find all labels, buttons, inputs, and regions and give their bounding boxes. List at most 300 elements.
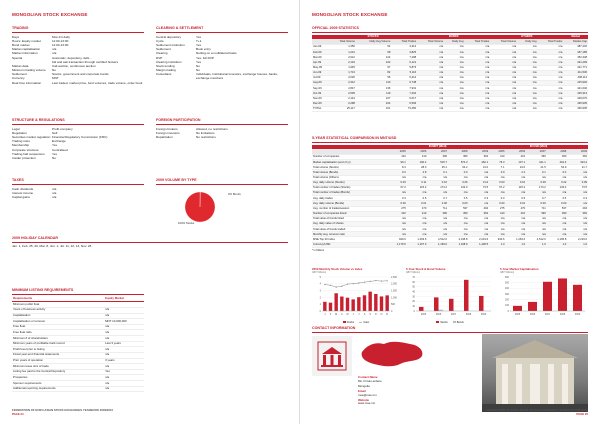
bar bbox=[380, 297, 383, 312]
listing-value: n/a bbox=[104, 352, 144, 358]
monthly-cell: 2,134 bbox=[329, 60, 356, 65]
monthly-cell: 6,212 bbox=[391, 75, 417, 80]
y2-tick-label: 0 bbox=[391, 310, 393, 314]
listing-title: MINIMUM LISTING REQUIREMENTS bbox=[12, 288, 144, 295]
listing-value: n/a bbox=[104, 330, 144, 336]
comparison-cell: 491.3 bbox=[547, 160, 568, 165]
listing-requirement: Sponsor requirements bbox=[12, 381, 104, 387]
monthly-cell: 6,017 bbox=[391, 96, 417, 101]
contact-name-label: Contact Name bbox=[358, 375, 378, 379]
bar bbox=[385, 296, 388, 312]
clearing-section bbox=[156, 26, 288, 81]
contact-details bbox=[358, 376, 468, 407]
group-market: Market bbox=[563, 35, 588, 40]
comparison-cell: n/a bbox=[469, 201, 490, 206]
clearing-key: Cycle bbox=[156, 38, 164, 43]
x-tick-label: M bbox=[346, 313, 349, 317]
comparison-cell: 0.3 bbox=[567, 196, 588, 201]
monthly-cell: 6,593 bbox=[391, 101, 417, 106]
monthly-cell: n/a bbox=[517, 70, 537, 75]
monthly-cell: n/a bbox=[490, 86, 517, 91]
listing-value: n/a bbox=[104, 336, 144, 342]
bar bbox=[449, 299, 454, 311]
monthly-cell: 408,114 bbox=[563, 75, 588, 80]
regulation-value: Self bbox=[52, 130, 58, 135]
monthly-cell: n/a bbox=[538, 81, 564, 86]
monthly-cell: n/a bbox=[538, 86, 564, 91]
listing-requirement: Additional reporting requirements bbox=[12, 386, 104, 392]
comparison-subheader: 2007 bbox=[427, 149, 448, 154]
y-tick-label: 10 bbox=[412, 305, 415, 309]
comparison-cell: 275 bbox=[386, 206, 407, 211]
monthly-cell: n/a bbox=[444, 75, 464, 80]
monthly-cell: n/a bbox=[490, 50, 517, 55]
monthly-cell: n/a bbox=[517, 91, 537, 96]
listing-requirement: Fiscal year-end financial statements bbox=[12, 352, 104, 358]
comparison-cell: 132.0 bbox=[547, 185, 568, 190]
comparison-cell: n/a bbox=[427, 222, 448, 227]
regulation-key: Trading rules bbox=[12, 139, 30, 144]
index-point bbox=[375, 281, 376, 282]
monthly-cell: 429,070 bbox=[563, 96, 588, 101]
contact-web-link[interactable]: www.mse.mn bbox=[358, 401, 376, 406]
foreign-key: Foreign investors bbox=[156, 130, 180, 135]
comparison-cell: n/a bbox=[386, 216, 407, 221]
pie-label: 100% Stocks bbox=[178, 220, 195, 225]
comparison-cell: 174.2 bbox=[427, 185, 448, 190]
listing-value: n/a bbox=[104, 347, 144, 353]
monthly-cell: n/a bbox=[538, 70, 564, 75]
trading-section bbox=[12, 26, 144, 85]
monthly-cell: n/a bbox=[538, 96, 564, 101]
comparison-cell: n/a bbox=[407, 222, 428, 227]
comparison-cell: n/a bbox=[489, 216, 505, 221]
comparison-cell: 0.11 bbox=[407, 180, 428, 185]
group-bonds: BONDS bbox=[417, 35, 490, 40]
monthly-section bbox=[312, 26, 588, 112]
monthly-cell: n/a bbox=[464, 101, 490, 106]
bar bbox=[439, 310, 444, 311]
comparison-cell: 515.7 bbox=[427, 160, 448, 165]
bar bbox=[363, 296, 366, 312]
foreign-key: Repatriation bbox=[156, 135, 173, 140]
chart1-legend-b: Index bbox=[363, 320, 370, 324]
comparison-cell: 2.8 bbox=[407, 170, 428, 175]
monthly-cell: n/a bbox=[417, 91, 444, 96]
monthly-cell: n/a bbox=[517, 65, 537, 70]
comparison-cell: 0.00 bbox=[427, 201, 448, 206]
trading-value: MNT bbox=[52, 76, 59, 81]
comparison-subheader: 2009 bbox=[469, 149, 490, 154]
clearing-key: Stock lending bbox=[156, 63, 175, 68]
y-tick-label: 0 bbox=[319, 310, 321, 314]
regulation-value: Financial Regulatory Commission (FRC) bbox=[52, 135, 108, 140]
monthly-subheader: Daily Avg bbox=[517, 39, 537, 44]
bar bbox=[464, 280, 469, 311]
trading-row bbox=[12, 81, 144, 85]
comparison-cell: 0.12 bbox=[469, 180, 490, 185]
comparison-cell: n/a bbox=[448, 232, 469, 237]
listing-requirement: Free float ratio bbox=[12, 330, 104, 336]
comparison-cell: 470 bbox=[506, 206, 527, 211]
comparison-subheader: 2006 bbox=[407, 149, 428, 154]
comparison-cell: n/a bbox=[407, 232, 428, 237]
listing-value: n/a bbox=[104, 324, 144, 330]
trading-key: Real time information bbox=[12, 80, 42, 85]
group-stocks: STOCKS bbox=[329, 35, 417, 40]
comparison-cell: 0.09 bbox=[567, 180, 588, 185]
comparison-cell: 410 bbox=[407, 211, 428, 216]
comparison-cell: 390 bbox=[547, 211, 568, 216]
comparison-cell: 362 bbox=[469, 154, 490, 159]
monthly-cell: 421,640 bbox=[563, 86, 588, 91]
comparison-cell: n/a bbox=[506, 232, 527, 237]
monthly-cell: n/a bbox=[444, 81, 464, 86]
monthly-cell: n/a bbox=[517, 81, 537, 86]
monthly-cell: n/a bbox=[444, 44, 464, 49]
monthly-cell: n/a bbox=[490, 60, 517, 65]
chart-5yr-mcap bbox=[500, 268, 588, 320]
x-tick-label: 2005 bbox=[514, 313, 521, 317]
index-point bbox=[387, 281, 388, 282]
comparison-cell: n/a bbox=[386, 222, 407, 227]
monthly-title: OFFICIAL 2009 STATISTICS bbox=[312, 26, 588, 33]
regulation-value: Yes bbox=[52, 151, 58, 156]
monthly-cell: n/a bbox=[490, 44, 517, 49]
bar bbox=[334, 294, 337, 312]
comparison-cell: 390 bbox=[526, 154, 547, 159]
trading-key: Special bbox=[12, 55, 23, 60]
comparison-cell: n/a bbox=[469, 232, 490, 237]
monthly-cell: 425,313 bbox=[563, 91, 588, 96]
comparison-cell: 2,195.8 bbox=[547, 237, 568, 242]
contact-web-label: Website bbox=[358, 397, 370, 402]
monthly-cell: n/a bbox=[490, 65, 517, 70]
contact-org: Mongolia bbox=[358, 383, 370, 388]
comparison-cell: 0.10 bbox=[506, 180, 527, 185]
comparison-cell: 132.0 bbox=[448, 185, 469, 190]
index-point bbox=[347, 284, 348, 285]
comparison-cell: n/a bbox=[489, 232, 505, 237]
comparison-cell: 294 bbox=[469, 206, 490, 211]
index-point bbox=[324, 284, 325, 285]
monthly-row-label: TOTAL bbox=[312, 106, 329, 111]
comparison-cell: 0.5 bbox=[506, 196, 527, 201]
foreign-title: FOREIGN PARTICIPATION bbox=[156, 118, 288, 125]
x-tick-label: F bbox=[329, 313, 332, 317]
trading-value: Automatic, depository, debt... bbox=[52, 55, 92, 60]
x-tick-label: M bbox=[335, 313, 338, 317]
pie-slice bbox=[185, 192, 215, 222]
chart1-legend-a: Stocks bbox=[343, 321, 355, 324]
regulation-section bbox=[12, 118, 144, 160]
comparison-cell: 0.3 bbox=[489, 196, 505, 201]
trading-key: Settlement bbox=[12, 72, 27, 77]
bar bbox=[368, 292, 371, 311]
comparison-subheader: 2008 bbox=[547, 149, 568, 154]
monthly-cell: 64 bbox=[356, 44, 391, 49]
comparison-cell: 1.0 bbox=[547, 242, 568, 247]
monthly-cell: 97 bbox=[356, 65, 391, 70]
taxes-value: n/a bbox=[52, 186, 57, 191]
clearing-value: Yes bbox=[196, 59, 202, 64]
comparison-cell: 537 bbox=[547, 206, 568, 211]
comparison-cell: 2,219.6 bbox=[469, 237, 490, 242]
comparison-cell: 0.0 bbox=[448, 170, 469, 175]
clearing-key: Settlement institution bbox=[156, 43, 185, 48]
contact-name-value: Ms. D.Gan-erdene bbox=[358, 378, 382, 383]
comparison-cell: n/a bbox=[469, 170, 490, 175]
y-tick-label: 20 bbox=[412, 300, 415, 304]
monthly-cell: n/a bbox=[417, 60, 444, 65]
monthly-cell: 436,935 bbox=[563, 101, 588, 106]
regulation-value: No bbox=[52, 155, 56, 160]
comparison-cell: n/a bbox=[526, 175, 547, 180]
monthly-cell: n/a bbox=[464, 65, 490, 70]
listing-requirement: Prospectus bbox=[12, 375, 104, 381]
left-footer bbox=[12, 409, 113, 416]
comparison-cell: 940.6 bbox=[386, 237, 407, 242]
monthly-row-label: Feb-09 bbox=[312, 50, 329, 55]
foreign-rows bbox=[156, 127, 288, 140]
listing-requirement: Minimum years of profitable track record bbox=[12, 341, 104, 347]
chart3-sub: (MNT billions) bbox=[500, 271, 515, 274]
x-tick-label: 2006 bbox=[435, 313, 442, 317]
y-tick-label: 600 bbox=[505, 276, 509, 280]
left-footer-line: FEDERATION OF EURO-ASIAN STOCK EXCHANGES YEARBOOK 2009/2010 bbox=[12, 408, 114, 413]
clearing-value: Netting on a multilateral basis bbox=[196, 51, 237, 56]
comparison-cell: 0.09 bbox=[526, 180, 547, 185]
monthly-subheader: Total Volume bbox=[490, 39, 517, 44]
comparison-cell: 390 bbox=[427, 211, 448, 216]
monthly-row bbox=[312, 106, 588, 111]
comparison-cell: 470 bbox=[407, 206, 428, 211]
comparison-cell: 390 bbox=[526, 211, 547, 216]
comparison-cell: 1,179.6 bbox=[386, 242, 407, 247]
monthly-cell: 436,935 bbox=[563, 106, 588, 111]
trading-key: Days bbox=[12, 34, 20, 39]
trading-key: Market data bbox=[12, 63, 29, 68]
comparison-cell: 410 bbox=[386, 154, 407, 159]
trading-value: Call auction, continuous auction bbox=[52, 63, 96, 68]
monthly-cell: 102 bbox=[356, 60, 391, 65]
monthly-cell: n/a bbox=[444, 70, 464, 75]
monthly-cell: n/a bbox=[538, 55, 564, 60]
clearing-key: Custodians bbox=[156, 72, 172, 77]
monthly-cell: n/a bbox=[444, 86, 464, 91]
y2-tick-label: 1,500 bbox=[391, 289, 397, 293]
comparison-cell: 67.2 bbox=[489, 185, 505, 190]
monthly-cell: n/a bbox=[490, 70, 517, 75]
comparison-row-label: MSE Top 20 Index bbox=[312, 237, 386, 242]
y-tick-label: 400 bbox=[505, 287, 509, 291]
trading-key: Hours: Equity market bbox=[12, 38, 41, 43]
comparison-cell: 390 bbox=[427, 154, 448, 159]
monthly-cell: 119 bbox=[356, 91, 391, 96]
monthly-table bbox=[312, 35, 588, 112]
comparison-cell: 0.10 bbox=[427, 180, 448, 185]
comparison-cell: 4,512.0 bbox=[427, 237, 448, 242]
clearing-value: No bbox=[196, 68, 200, 73]
comparison-note: * in billions bbox=[312, 248, 324, 252]
comparison-cell: n/a bbox=[506, 222, 527, 227]
clearing-value: Yes bbox=[196, 43, 202, 48]
monthly-cell: n/a bbox=[444, 55, 464, 60]
contact-email-link[interactable]: mse@mse.mn bbox=[358, 392, 377, 397]
mongolia-map bbox=[358, 336, 428, 372]
regulation-title: STRUCTURE & REGULATIONS bbox=[12, 118, 144, 125]
comparison-cell: 0.26 bbox=[448, 180, 469, 185]
monthly-cell: 7,498 bbox=[391, 55, 417, 60]
comparison-cell: n/a bbox=[567, 227, 588, 232]
comparison-cell: 0.01 bbox=[407, 201, 428, 206]
comparison-cell: n/a bbox=[489, 222, 505, 227]
comparison-cell: 410 bbox=[407, 154, 428, 159]
comparison-subheader: 2008 bbox=[448, 149, 469, 154]
comparison-cell: n/a bbox=[407, 175, 428, 180]
monthly-cell: 2,847 bbox=[329, 86, 356, 91]
monthly-cell: n/a bbox=[464, 60, 490, 65]
monthly-subheader: Total Trades bbox=[391, 39, 417, 44]
comparison-cell: 1,169.0 bbox=[427, 242, 448, 247]
monthly-cell: n/a bbox=[444, 60, 464, 65]
monthly-row-label: Jul-09 bbox=[312, 75, 329, 80]
comparison-cell: n/a bbox=[567, 191, 588, 196]
taxes-title: TAXES bbox=[12, 178, 144, 185]
monthly-cell: n/a bbox=[538, 106, 564, 111]
y-tick-label: 70 bbox=[412, 276, 415, 280]
comparison-cell: 0.00 bbox=[526, 201, 547, 206]
chart1-sub: (MNT billions) bbox=[312, 271, 327, 274]
monthly-row-label: Apr-09 bbox=[312, 60, 329, 65]
bar bbox=[419, 307, 424, 311]
monthly-row-label: Jan-09 bbox=[312, 44, 329, 49]
comparison-row-label: Avg. daily value of shares bbox=[312, 222, 386, 227]
comparison-cell: n/a bbox=[547, 227, 568, 232]
clearing-key: DVP bbox=[156, 55, 163, 60]
trading-value: n/a bbox=[52, 51, 57, 56]
taxes-rows bbox=[12, 187, 144, 200]
listing-requirement: Minimum # of shareholders bbox=[12, 336, 104, 342]
monthly-row-label: May-09 bbox=[312, 65, 329, 70]
comparison-cell: n/a bbox=[448, 216, 469, 221]
monthly-cell: 2,026 bbox=[329, 75, 356, 80]
comparison-cell: 940.6 bbox=[489, 237, 505, 242]
monthly-cell: 1,231 bbox=[329, 50, 356, 55]
contact-title: CONTACT INFORMATION bbox=[312, 326, 588, 333]
monthly-cell: n/a bbox=[444, 106, 464, 111]
comparison-subheader: 2007 bbox=[526, 149, 547, 154]
comparison-cell: 294 bbox=[567, 206, 588, 211]
monthly-row-label: Oct-09 bbox=[312, 91, 329, 96]
monthly-cell: n/a bbox=[417, 44, 444, 49]
monthly-cell: n/a bbox=[417, 81, 444, 86]
comparison-subheader: 2009 bbox=[567, 149, 588, 154]
regulation-key: Insider protection bbox=[12, 155, 36, 160]
listing-value: n/a bbox=[104, 381, 144, 387]
comparison-row-label: Total volume (Stocks) bbox=[312, 165, 386, 170]
comparison-cell: n/a bbox=[567, 201, 588, 206]
monthly-cell: n/a bbox=[417, 75, 444, 80]
comparison-cell: n/a bbox=[427, 216, 448, 221]
y-tick-label: 200 bbox=[505, 299, 509, 303]
listing-value: 3 years bbox=[104, 358, 144, 364]
listing-value: n/a bbox=[104, 375, 144, 381]
foreign-section bbox=[156, 118, 288, 139]
trading-key: Bond market bbox=[12, 43, 30, 48]
comparison-row bbox=[312, 242, 588, 247]
monthly-cell: 2,144 bbox=[329, 96, 356, 101]
monthly-cell: n/a bbox=[444, 101, 464, 106]
comparison-cell: 0.0 bbox=[547, 170, 568, 175]
comparison-cell: 28.0 bbox=[407, 165, 428, 170]
comparison-cell: 54.9 bbox=[547, 165, 568, 170]
y2-tick-label: 500 bbox=[391, 303, 395, 307]
comparison-cell: 0.3 bbox=[469, 196, 490, 201]
comparison-cell: 0.5 bbox=[547, 196, 568, 201]
monthly-cell: 136 bbox=[356, 86, 391, 91]
comparison-cell: 67.2 bbox=[386, 185, 407, 190]
monthly-cell: 487,432 bbox=[563, 44, 588, 49]
monthly-cell: n/a bbox=[417, 50, 444, 55]
right-page bbox=[300, 0, 600, 424]
listing-requirement: Capitalisation bbox=[12, 313, 104, 319]
group-mnt: IN MNT (MLN) bbox=[386, 145, 489, 150]
monthly-cell: 5,116 bbox=[391, 70, 417, 75]
monthly-cell: n/a bbox=[538, 44, 564, 49]
comparison-cell: 0.03 bbox=[489, 180, 505, 185]
comparison-cell: 410 bbox=[506, 211, 527, 216]
bar bbox=[374, 294, 377, 311]
monthly-cell: n/a bbox=[444, 96, 464, 101]
comparison-cell: 441.1 bbox=[526, 160, 547, 165]
comparison-cell: 21.7 bbox=[567, 165, 588, 170]
regulation-value: Profit company bbox=[52, 126, 73, 131]
listing-col1: Requirements bbox=[12, 297, 104, 302]
bar bbox=[357, 298, 360, 312]
listing-requirement: Prior years of operation bbox=[12, 358, 104, 364]
monthly-cell: n/a bbox=[490, 75, 517, 80]
comparison-cell: 1,263.6 bbox=[506, 237, 527, 242]
index-point bbox=[358, 283, 359, 284]
comparison-cell: 21.5 bbox=[526, 165, 547, 170]
x-tick-label: 2008 bbox=[559, 313, 566, 317]
right-header: MONGOLIAN STOCK EXCHANGE bbox=[312, 12, 388, 17]
comparison-row-label: Total value of bonds traded bbox=[312, 227, 386, 232]
pie-title: 2009 VOLUME BY TYPE bbox=[156, 178, 288, 185]
monthly-row-label: Aug-09 bbox=[312, 81, 329, 86]
monthly-cell: n/a bbox=[517, 50, 537, 55]
comparison-cell: 711 bbox=[526, 206, 547, 211]
comparison-table bbox=[312, 145, 588, 248]
monthly-cell: n/a bbox=[490, 91, 517, 96]
chart-monthly bbox=[312, 268, 400, 324]
comparison-cell: n/a bbox=[386, 191, 407, 196]
comparison-cell: n/a bbox=[547, 216, 568, 221]
comparison-cell: n/a bbox=[427, 232, 448, 237]
comparison-cell: 1,168.9 bbox=[448, 242, 469, 247]
comparison-cell: 76.3 bbox=[489, 160, 505, 165]
comparison-cell: 115.2 bbox=[506, 185, 527, 190]
trading-value: No bbox=[52, 68, 56, 73]
comparison-cell: 115.2 bbox=[407, 185, 428, 190]
clearing-value: Yes bbox=[196, 34, 202, 39]
comparison-cell: 1.0 bbox=[526, 242, 547, 247]
trading-value: Last traded, market price, best volumes, trade volume, order book bbox=[52, 80, 143, 85]
comparison-cell: n/a bbox=[506, 216, 527, 221]
comparison-cell: n/a bbox=[407, 191, 428, 196]
comparison-cell: n/a bbox=[448, 175, 469, 180]
